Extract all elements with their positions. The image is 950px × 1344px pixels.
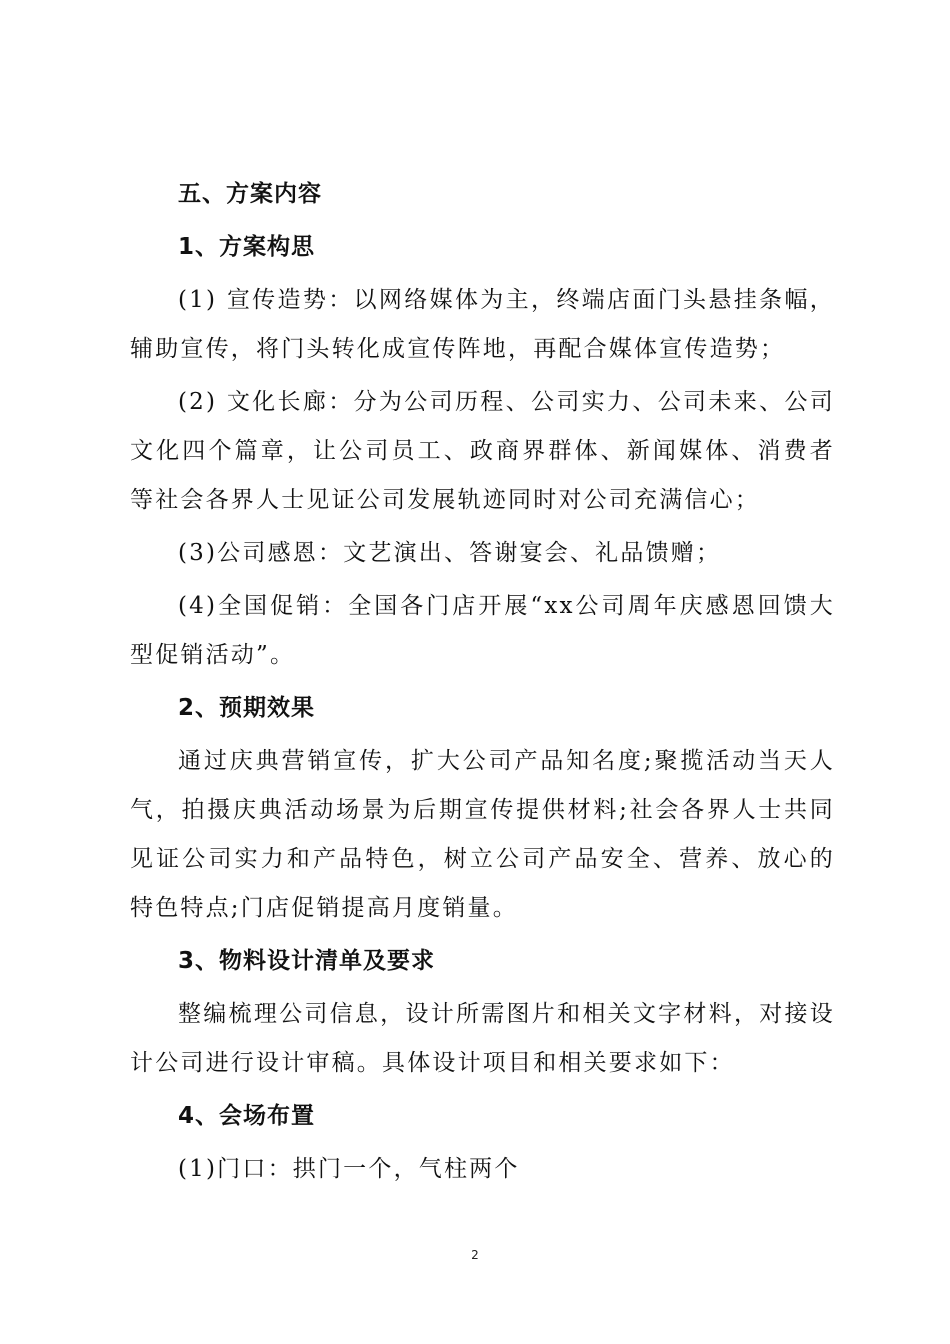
paragraph-expected-effect: 通过庆典营销宣传，扩大公司产品知名度;聚揽活动当天人气，拍摄庆典活动场景为后期宣传提供材料;社会各界人士共同见证公司实力和产品特色，树立公司产品安全、营养、放心的特色特点;门店促销提高月度销量。 (130, 748, 835, 921)
document-body (130, 170, 835, 1194)
paragraph-gratitude: (3)公司感恩：文艺演出、答谢宴会、礼品馈赠； (178, 540, 722, 566)
subsection-title-materials: 3、物料设计清单及要求 (178, 948, 436, 974)
subsection-title-expected-effect: 2、预期效果 (178, 695, 316, 721)
paragraph-culture-corridor: (2) 文化长廊：分为公司历程、公司实力、公司未来、公司文化四个篇章，让公司员工、政商界群体、新闻媒体、消费者等社会各界人士见证公司发展轨迹同时对公司充满信心； (130, 389, 835, 513)
paragraph-publicity: (1) 宣传造势：以网络媒体为主，终端店面门头悬挂条幅，辅助宣传，将门头转化成宣传阵地，再配合媒体宣传造势； (130, 287, 835, 362)
paragraph-national-promotion: (4)全国促销：全国各门店开展“xx公司周年庆感恩回馈大型促销活动”。 (130, 593, 835, 668)
paragraph-materials: 整编梳理公司信息，设计所需图片和相关文字材料，对接设计公司进行设计审稿。具体设计项目和相关要求如下： (130, 1001, 835, 1076)
subsection-title-venue-layout: 4、会场布置 (178, 1103, 316, 1129)
subsection-title-plan-concept: 1、方案构思 (178, 234, 316, 260)
page-number: 2 (471, 1248, 479, 1262)
section-title: 五、方案内容 (178, 181, 322, 207)
paragraph-venue-entrance: (1)门口：拱门一个，气柱两个 (178, 1156, 520, 1182)
